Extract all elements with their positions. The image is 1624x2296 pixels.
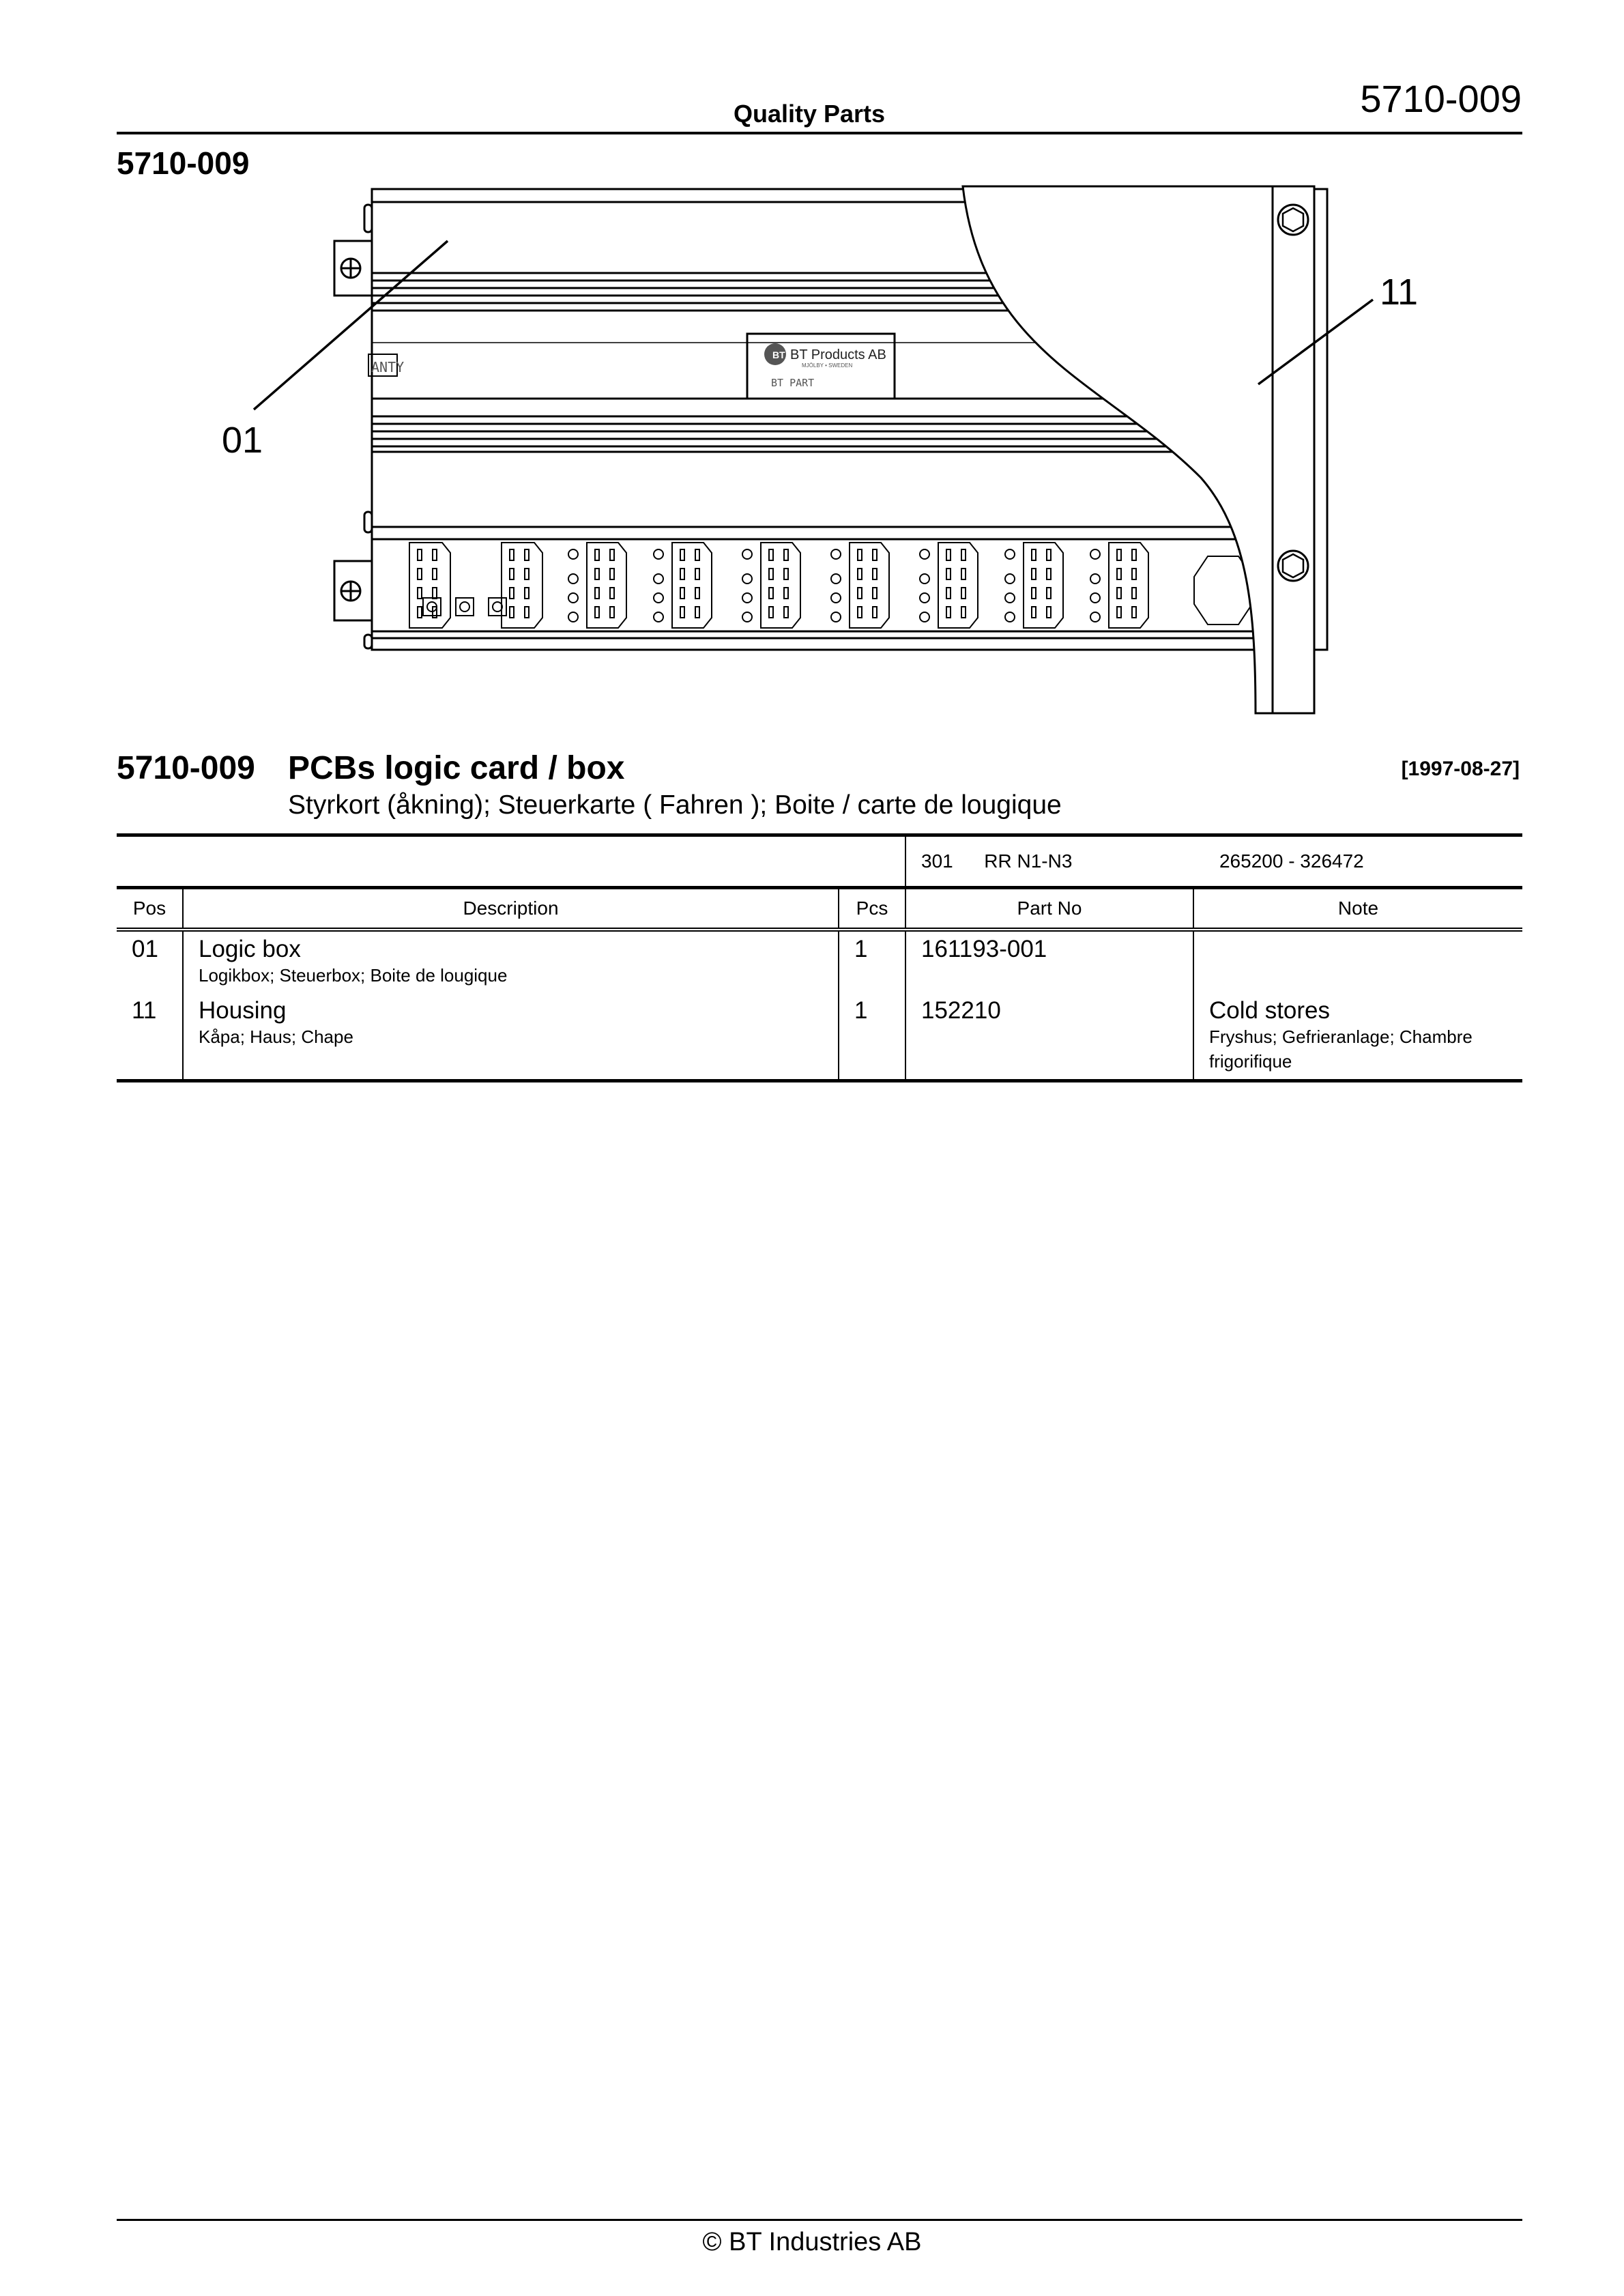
nameplate-sub: MJÖLBY • SWEDEN xyxy=(802,362,853,369)
connector-pin xyxy=(961,569,966,579)
connector-pin xyxy=(695,607,699,618)
connector-pin xyxy=(961,588,966,599)
led xyxy=(1005,574,1015,584)
connector-pin xyxy=(695,569,699,579)
connector-pin xyxy=(610,607,614,618)
row-part-no[interactable]: 161193-001 xyxy=(905,930,1193,988)
led xyxy=(831,549,841,559)
model-row xyxy=(117,835,1522,888)
parts-table xyxy=(117,833,1522,1082)
col-note: Note xyxy=(1193,888,1522,930)
connector-pin xyxy=(873,549,877,560)
connector-pin xyxy=(418,549,422,560)
connector xyxy=(672,543,712,628)
connector-pin xyxy=(418,569,422,579)
header-section-title: Quality Parts xyxy=(733,100,886,128)
header-page-code: 5710-009 xyxy=(1360,77,1522,120)
row-pcs: 1 xyxy=(839,988,905,1081)
connector-pin xyxy=(1047,588,1051,599)
led xyxy=(1005,593,1015,603)
led xyxy=(831,593,841,603)
connector-pin xyxy=(418,607,422,618)
connector-pin xyxy=(680,569,684,579)
connector-pin xyxy=(1117,607,1121,618)
connector-pin xyxy=(433,549,437,560)
led xyxy=(920,549,929,559)
connector-pin xyxy=(784,549,788,560)
mounting-brackets xyxy=(334,205,372,648)
connector-pin xyxy=(418,588,422,599)
connector-pin xyxy=(1047,607,1051,618)
connector xyxy=(1024,543,1063,628)
row-pos: 11 xyxy=(117,988,183,1081)
connector-pin xyxy=(858,588,862,599)
led xyxy=(920,593,929,603)
led xyxy=(1090,593,1100,603)
connector-pin xyxy=(784,607,788,618)
connector-pin xyxy=(1032,569,1036,579)
nameplate xyxy=(747,334,895,399)
connector-pin xyxy=(946,569,951,579)
footer-divider xyxy=(117,2219,1522,2221)
connector-pin xyxy=(1117,549,1121,560)
led xyxy=(654,593,663,603)
connector-pin xyxy=(525,549,529,560)
row-description: Housing xyxy=(199,997,287,1024)
row-pcs: 1 xyxy=(839,930,905,988)
switch-knob xyxy=(493,602,502,612)
col-pcs: Pcs xyxy=(839,888,905,930)
table-header xyxy=(117,888,1522,930)
col-part-no: Part No xyxy=(905,888,1193,930)
led xyxy=(568,549,578,559)
connector-pin xyxy=(858,607,862,618)
item-subtitle: Styrkort (åkning); Steuerkarte ( Fahren ); Boite / carte de lougique xyxy=(288,790,1062,820)
connector-pin xyxy=(1117,588,1121,599)
row-translations: Kåpa; Haus; Chape xyxy=(199,1027,353,1047)
connector-pin xyxy=(769,549,773,560)
figure-label: 5710-009 xyxy=(117,145,250,181)
connector-pin xyxy=(961,607,966,618)
connector-pin xyxy=(595,569,599,579)
led xyxy=(920,612,929,622)
connector-pin xyxy=(1132,607,1136,618)
connector-pin xyxy=(510,569,514,579)
connector-pin xyxy=(769,569,773,579)
serial-range: 265200 - 326472 xyxy=(1219,850,1364,872)
switch xyxy=(489,598,506,616)
connector-pin xyxy=(610,549,614,560)
led xyxy=(920,574,929,584)
row-note: Cold stores xyxy=(1209,997,1331,1024)
connector-pin xyxy=(610,569,614,579)
switch xyxy=(456,598,474,616)
connector-pin xyxy=(510,588,514,599)
connector-pin xyxy=(510,607,514,618)
connector-pin xyxy=(1047,549,1051,560)
model-code: 301 xyxy=(921,850,953,872)
svg-text:BT: BT xyxy=(772,349,785,360)
connector xyxy=(502,543,542,628)
connector-pin xyxy=(1032,588,1036,599)
footer-copyright: © BT Industries AB xyxy=(702,2228,922,2256)
callout-01: 01 xyxy=(222,420,263,461)
connector-pin xyxy=(680,607,684,618)
callout-11: 11 xyxy=(1380,272,1419,313)
connector-pin xyxy=(695,549,699,560)
table-row xyxy=(117,988,1522,1081)
connector-pin xyxy=(433,588,437,599)
connector xyxy=(1109,543,1148,628)
connector xyxy=(761,543,800,628)
connector-pin xyxy=(873,588,877,599)
led xyxy=(742,549,752,559)
led xyxy=(742,612,752,622)
connector-pin xyxy=(784,569,788,579)
housing-cover xyxy=(963,186,1314,713)
connector-pin xyxy=(769,588,773,599)
switch-knob xyxy=(460,602,469,612)
connector-pin xyxy=(1132,569,1136,579)
connector-pin xyxy=(525,588,529,599)
connector-pin xyxy=(769,607,773,618)
connector-panel xyxy=(409,543,1252,628)
row-note-translations: Fryshus; Gefrieranlage; Chambre frigorifique xyxy=(1209,1027,1473,1072)
led xyxy=(1090,549,1100,559)
connector-pin xyxy=(873,607,877,618)
connector-pin xyxy=(858,569,862,579)
connector-pin xyxy=(433,569,437,579)
led xyxy=(1005,549,1015,559)
table-row xyxy=(117,930,1522,988)
connector-pin xyxy=(1032,607,1036,618)
led xyxy=(568,593,578,603)
connector-pin xyxy=(525,569,529,579)
led xyxy=(831,612,841,622)
led xyxy=(742,593,752,603)
row-pos: 01 xyxy=(132,936,158,962)
led xyxy=(1090,612,1100,622)
connector-pin xyxy=(946,549,951,560)
connector-pin xyxy=(1047,569,1051,579)
connector-pin xyxy=(680,549,684,560)
row-description: Logic box xyxy=(199,936,301,962)
connector-pin xyxy=(695,588,699,599)
connector-pin xyxy=(858,549,862,560)
connector-pin xyxy=(1132,549,1136,560)
nameplate-brand: BT Products AB xyxy=(790,347,886,362)
logic-box-drawing xyxy=(0,0,1624,737)
row-translations: Logikbox; Steuerbox; Boite de lougique xyxy=(199,965,508,986)
led xyxy=(654,612,663,622)
led xyxy=(654,574,663,584)
connector-pin xyxy=(1132,588,1136,599)
connector xyxy=(938,543,978,628)
row-part-no[interactable]: 152210 xyxy=(905,988,1193,1081)
led xyxy=(1005,612,1015,622)
led xyxy=(1090,574,1100,584)
led xyxy=(654,549,663,559)
connector-pin xyxy=(595,588,599,599)
connector-pin xyxy=(1117,569,1121,579)
connector-pin xyxy=(1032,549,1036,560)
item-date: [1997-08-27] xyxy=(1401,758,1520,780)
connector-pin xyxy=(680,588,684,599)
connector xyxy=(850,543,889,628)
connector-pin xyxy=(510,549,514,560)
connector-pin xyxy=(946,607,951,618)
led xyxy=(831,574,841,584)
col-pos: Pos xyxy=(117,888,183,930)
led xyxy=(568,574,578,584)
connector-pin xyxy=(525,607,529,618)
connector xyxy=(587,543,626,628)
model-name: RR N1-N3 xyxy=(984,850,1073,872)
item-title: PCBs logic card / box xyxy=(288,750,625,786)
connector-pin xyxy=(595,607,599,618)
col-description: Description xyxy=(183,888,839,930)
connector-pin xyxy=(961,549,966,560)
connector-pin xyxy=(873,569,877,579)
connector-pin xyxy=(595,549,599,560)
connector-pin xyxy=(610,588,614,599)
connector-pin xyxy=(784,588,788,599)
connector-pin xyxy=(946,588,951,599)
led xyxy=(742,574,752,584)
led xyxy=(568,612,578,622)
side-label: ANTY xyxy=(371,359,405,375)
item-code: 5710-009 xyxy=(117,750,255,786)
nameplate-part: BT PART xyxy=(771,377,815,389)
